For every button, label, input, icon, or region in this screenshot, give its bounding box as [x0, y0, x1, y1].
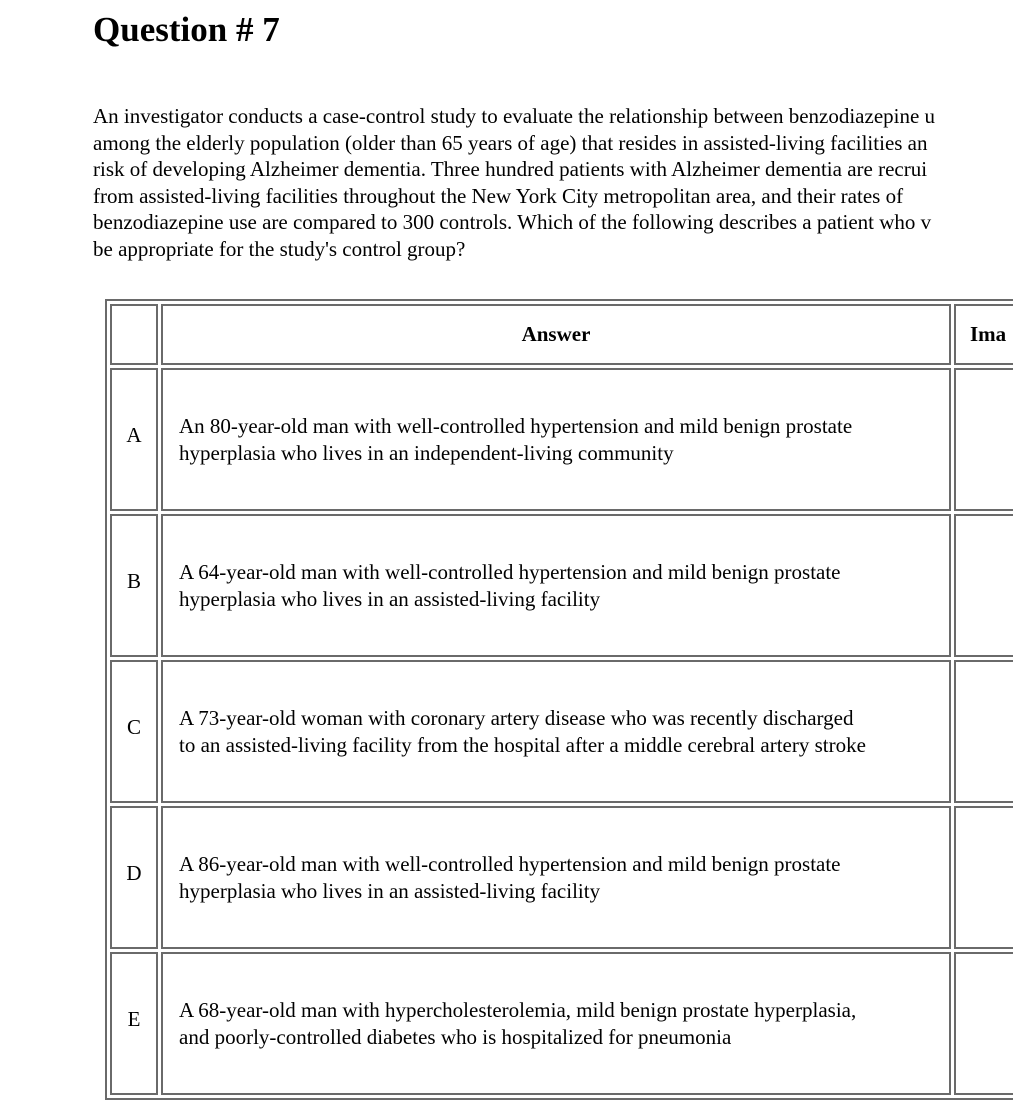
image-header: Ima — [954, 304, 1013, 365]
option-text-line: hyperplasia who lives in an independent-living community — [179, 440, 674, 465]
option-image-cell — [954, 368, 1013, 511]
option-text[interactable] — [161, 368, 951, 511]
stem-line: An investigator conducts a case-control study to evaluate the relationship between benzodiazepine u — [93, 104, 936, 128]
option-image-cell — [954, 660, 1013, 803]
option-text[interactable] — [161, 806, 951, 949]
answer-option-b[interactable] — [110, 514, 1013, 657]
table-header-row — [110, 304, 1013, 365]
stem-line: from assisted-living facilities throughout the New York City metropolitan area, and their rates of — [93, 183, 904, 208]
option-letter[interactable]: A — [110, 368, 158, 511]
option-image-cell — [954, 806, 1013, 949]
option-text-line: hyperplasia who lives in an assisted-living facility — [179, 586, 601, 611]
stem-line: benzodiazepine use are compared to 300 controls. Which of the following describes a patient who v — [93, 210, 932, 234]
option-letter[interactable]: C — [110, 660, 158, 803]
answer-option-a[interactable] — [110, 368, 1013, 511]
answer-option-d[interactable] — [110, 806, 1013, 949]
option-text-line: A 86-year-old man with well-controlled hypertension and mild benign prostate — [179, 852, 841, 876]
option-text-line: and poorly-controlled diabetes who is hospitalized for pneumonia — [179, 1024, 732, 1049]
stem-line: risk of developing Alzheimer dementia. Three hundred patients with Alzheimer dementia are recrui — [93, 157, 928, 181]
option-text-line: An 80-year-old man with well-controlled hypertension and mild benign prostate — [179, 414, 853, 438]
option-letter[interactable]: E — [110, 952, 158, 1095]
option-text-line: hyperplasia who lives in an assisted-living facility — [179, 878, 601, 903]
option-text[interactable] — [161, 514, 951, 657]
letter-header — [110, 304, 158, 365]
answer-header: Answer — [161, 304, 951, 365]
option-text-line: to an assisted-living facility from the hospital after a middle cerebral artery stroke — [179, 732, 866, 757]
question-stem — [93, 103, 1013, 262]
option-text-line: A 68-year-old man with hypercholesterolemia, mild benign prostate hyperplasia, — [179, 998, 857, 1022]
stem-line: among the elderly population (older than 65 years of age) that resides in assisted-living facilities an — [93, 130, 928, 155]
answer-option-c[interactable] — [110, 660, 1013, 803]
option-text-line: A 73-year-old woman with coronary artery disease who was recently discharged — [179, 706, 854, 730]
question-title: Question # 7 — [93, 10, 280, 49]
option-image-cell — [954, 514, 1013, 657]
stem-line: be appropriate for the study's control group? — [93, 236, 466, 261]
option-letter[interactable]: D — [110, 806, 158, 949]
option-letter[interactable]: B — [110, 514, 158, 657]
option-text-line: A 64-year-old man with well-controlled hypertension and mild benign prostate — [179, 560, 841, 584]
answer-table — [105, 299, 1013, 1100]
option-text[interactable] — [161, 660, 951, 803]
